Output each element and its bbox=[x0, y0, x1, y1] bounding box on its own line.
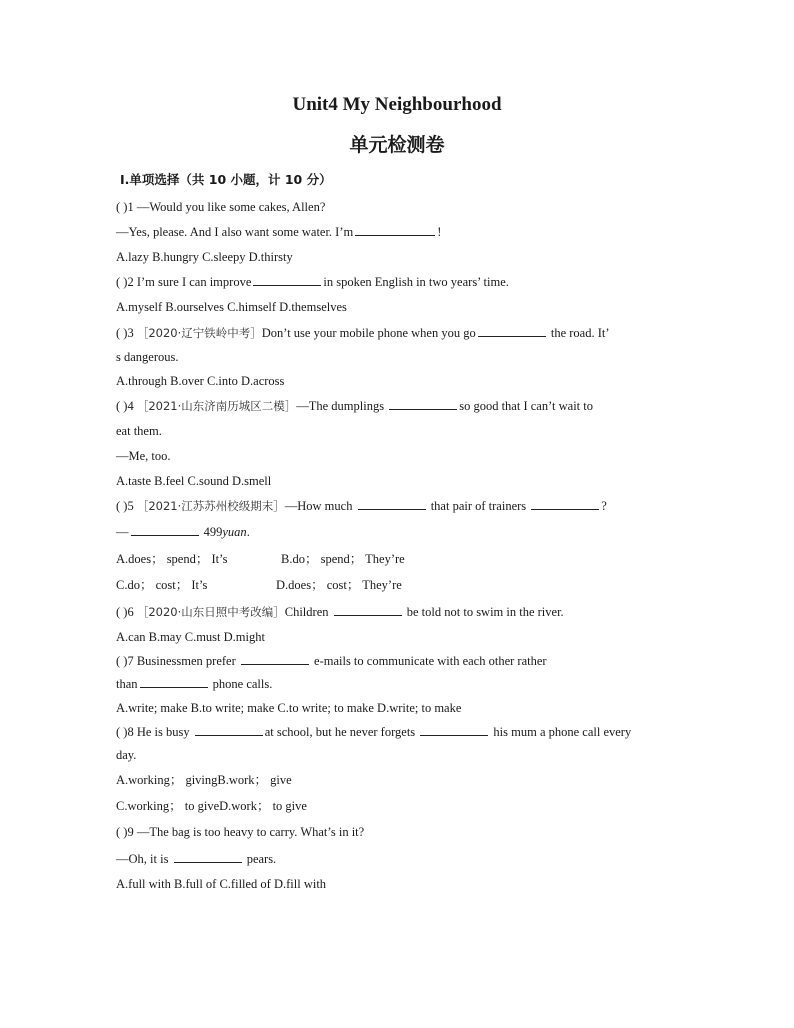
question-5-line2: — 499yuan. bbox=[116, 525, 250, 539]
answer-blank bbox=[358, 498, 426, 510]
question-6-stem: ( )6 ［2020·山东日照中考改编］Children be told not to swim in the river. bbox=[116, 605, 564, 619]
answer-blank bbox=[174, 851, 242, 863]
question-2-options: A.myself B.ourselves C.himself D.themselves bbox=[116, 300, 347, 314]
question-3-stem: ( )3 ［2020·辽宁铁岭中考］Don’t use your mobile phone when you go the road. It’ bbox=[116, 326, 610, 340]
question-8-stem: ( )8 He is busy at school, but he never forgets his mum a phone call every bbox=[116, 725, 632, 739]
question-9-options: A.full with B.full of C.filled of D.fill with bbox=[116, 877, 327, 891]
answer-blank bbox=[334, 604, 402, 616]
section-heading: Ⅰ.单项选择（共 10 小题，计 10 分） bbox=[120, 172, 332, 187]
question-9-stem: ( )9 —The bag is too heavy to carry. What’s in it? bbox=[116, 825, 365, 839]
document-subtitle: 单元检测卷 bbox=[349, 134, 445, 156]
question-source: ［2020·山东日照中考改编］ bbox=[136, 605, 285, 619]
question-9-line2: —Oh, it is pears. bbox=[116, 852, 277, 866]
question-4-line2: eat them. bbox=[116, 424, 162, 438]
answer-blank bbox=[478, 325, 546, 337]
question-5-stem: ( )5 ［2021·江苏苏州校级期末］—How much that pair of trainers ? bbox=[116, 499, 607, 513]
document-title: Unit4 My Neighbourhood bbox=[292, 94, 502, 115]
question-source: ［2021·江苏苏州校级期末］ bbox=[136, 499, 285, 513]
question-3-options: A.through B.over C.into D.across bbox=[116, 374, 285, 388]
question-3-line2: s dangerous. bbox=[116, 350, 179, 364]
answer-blank bbox=[531, 498, 599, 510]
answer-blank bbox=[241, 653, 309, 665]
question-8-line2: day. bbox=[116, 748, 137, 762]
question-4-options: A.taste B.feel C.sound D.smell bbox=[116, 474, 272, 488]
answer-blank bbox=[355, 224, 435, 236]
question-5-option-d: D.does； cost； They’re bbox=[276, 578, 402, 592]
answer-blank bbox=[195, 724, 263, 736]
question-7-options: A.write; make B.to write; make C.to write; to make D.write; to make bbox=[116, 701, 462, 715]
question-1-line2: —Yes, please. And I also want some water. I’m ! bbox=[116, 225, 442, 239]
question-8-options-cd: C.working； to giveD.work； to give bbox=[116, 799, 307, 813]
question-5-option-b: B.do； spend； They’re bbox=[281, 552, 405, 566]
question-2-stem: ( )2 I’m sure I can improve in spoken English in two years’ time. bbox=[116, 275, 509, 289]
answer-blank bbox=[420, 724, 488, 736]
question-4-stem: ( )4 ［2021·山东济南历城区二模］—The dumplings so good that I can’t wait to bbox=[116, 399, 593, 413]
question-8-options-ab: A.working； givingB.work； give bbox=[116, 773, 292, 787]
question-4-line3: —Me, too. bbox=[116, 449, 171, 463]
question-5-option-c: C.do； cost； It’s bbox=[116, 578, 208, 592]
question-7-line2: than phone calls. bbox=[116, 677, 273, 691]
question-7-stem: ( )7 Businessmen prefer e-mails to communicate with each other rather bbox=[116, 654, 547, 668]
question-1-stem: ( )1 —Would you like some cakes, Allen? bbox=[116, 200, 326, 214]
answer-blank bbox=[140, 676, 208, 688]
answer-blank bbox=[389, 398, 457, 410]
question-1-options: A.lazy B.hungry C.sleepy D.thirsty bbox=[116, 250, 293, 264]
question-6-options: A.can B.may C.must D.might bbox=[116, 630, 265, 644]
answer-blank bbox=[131, 524, 199, 536]
question-source: ［2021·山东济南历城区二模］ bbox=[136, 399, 297, 413]
question-5-option-a: A.does； spend； It’s bbox=[116, 552, 228, 566]
question-source: ［2020·辽宁铁岭中考］ bbox=[136, 326, 262, 340]
answer-blank bbox=[253, 274, 321, 286]
